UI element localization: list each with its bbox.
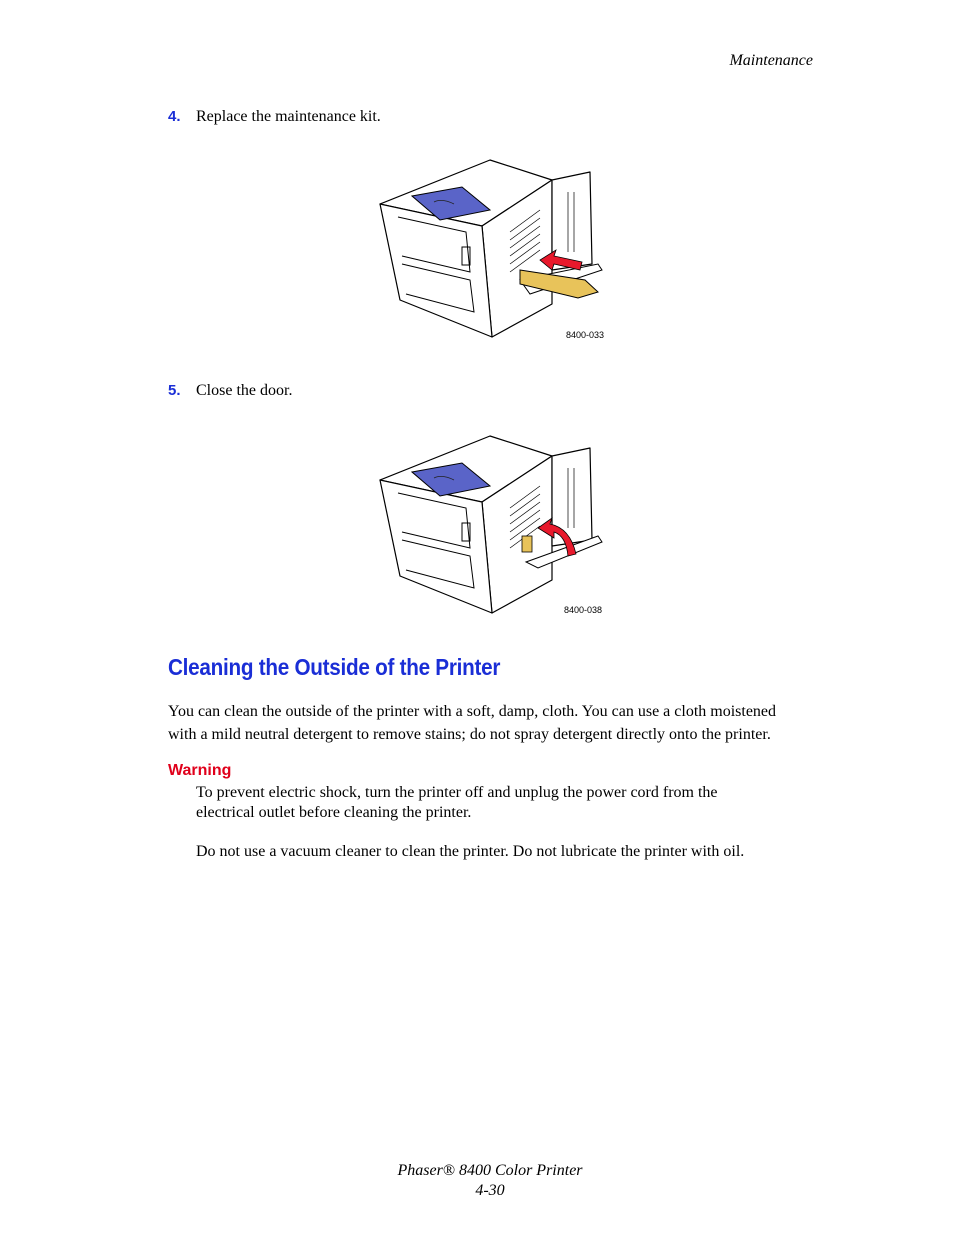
warning-line: electrical outlet before cleaning the printer. [196, 804, 472, 821]
intro-line: You can clean the outside of the printer with a soft, damp, cloth. You can use a cloth moistened [168, 703, 777, 720]
footer-product: Phaser® 8400 Color Printer [397, 1162, 583, 1179]
figure-caption: 8400-038 [564, 605, 603, 615]
warning-line: To prevent electric shock, turn the printer off and unplug the power cord from the [196, 784, 718, 801]
figure-close-door [370, 428, 620, 623]
warning-note: Do not use a vacuum cleaner to clean the printer. Do not lubricate the printer with oil. [196, 843, 745, 860]
printer-door-illustration [370, 428, 620, 623]
printer-kit-illustration [370, 152, 620, 347]
figure-caption: 8400-033 [566, 330, 605, 340]
section-title: Cleaning the Outside of the Printer [168, 654, 501, 680]
intro-line: with a mild neutral detergent to remove stains; do not spray detergent directly onto the printer. [168, 726, 771, 743]
step-text: Replace the maintenance kit. [196, 108, 381, 125]
step-5 [168, 382, 292, 400]
footer-page-number: 4-30 [475, 1182, 505, 1199]
step-number: 5. [168, 382, 181, 399]
step-text: Close the door. [196, 382, 293, 399]
warning-text [196, 783, 718, 823]
step-4 [168, 108, 381, 126]
running-header: Maintenance [729, 52, 813, 69]
figure-replace-kit [370, 152, 620, 347]
intro-paragraph [168, 700, 776, 746]
step-number: 4. [168, 108, 181, 125]
warning-label: Warning [168, 762, 232, 779]
